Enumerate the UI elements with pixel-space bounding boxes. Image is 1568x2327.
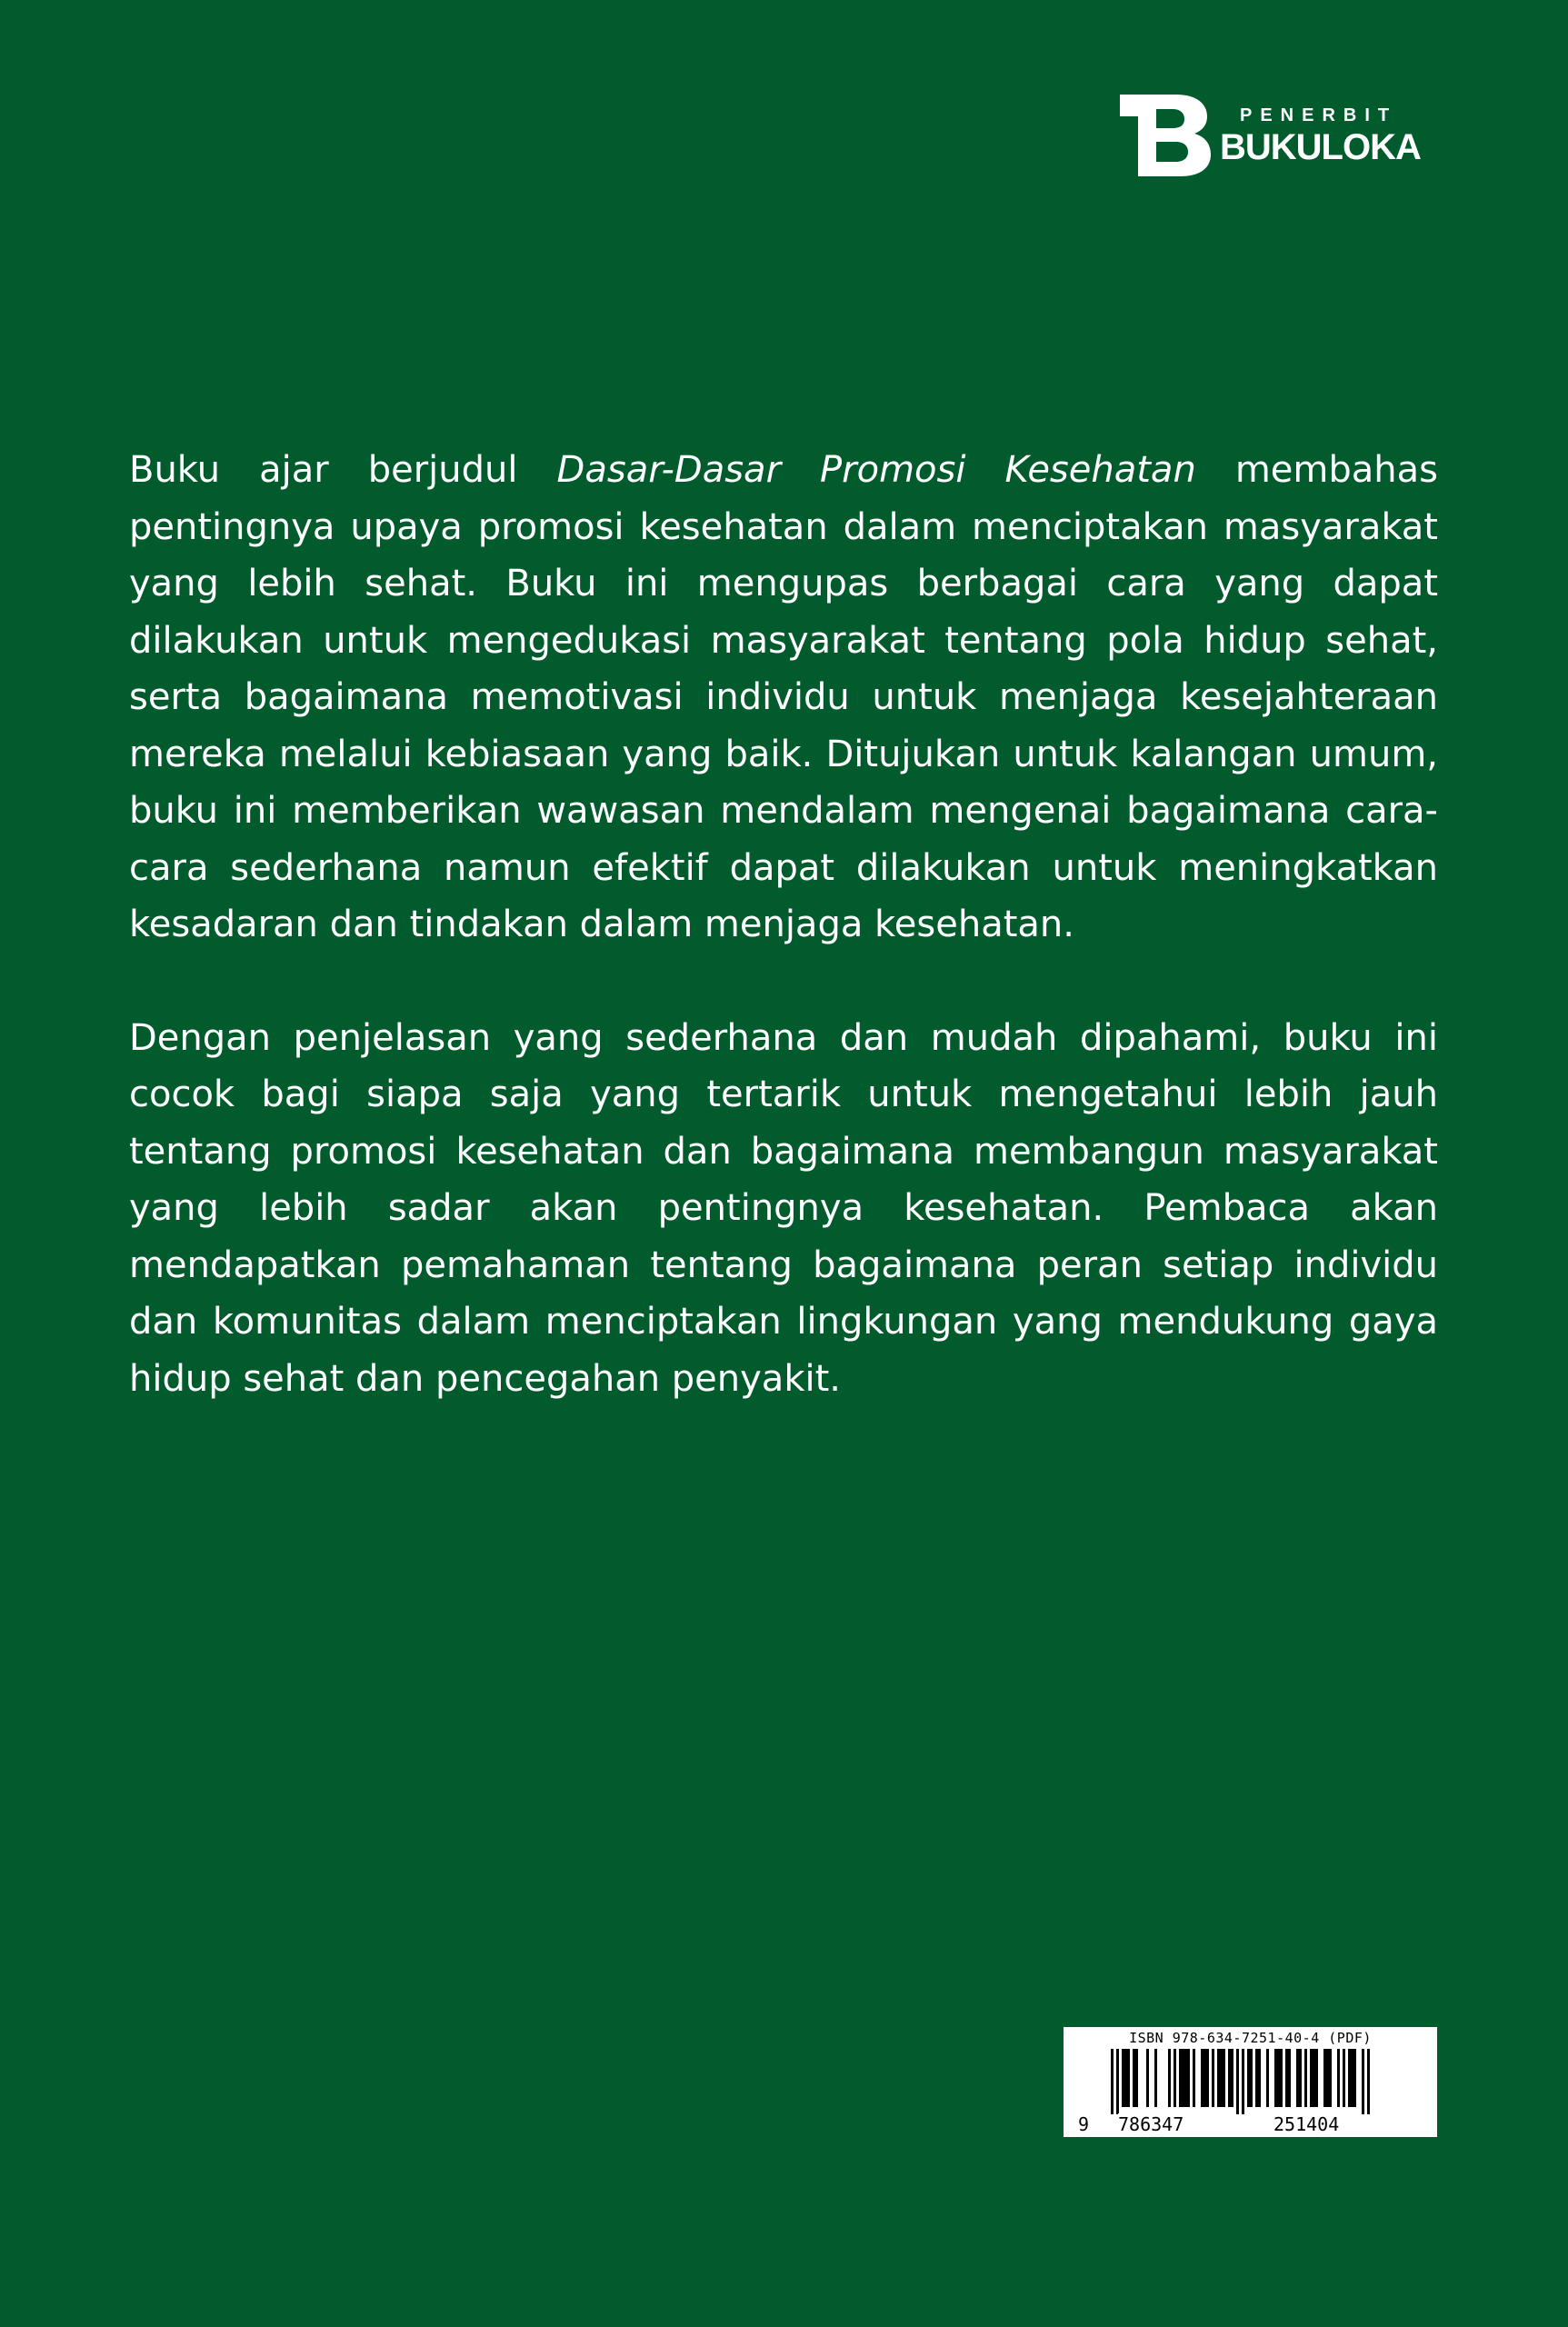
barcode-bar — [1285, 2049, 1288, 2107]
barcode-bar — [1111, 2049, 1114, 2114]
barcode-bar — [1193, 2049, 1195, 2107]
barcode-bar — [1236, 2049, 1239, 2114]
barcode-bar — [1184, 2049, 1187, 2107]
barcode-bar — [1280, 2049, 1283, 2107]
publisher-name: BUKULOKA — [1220, 127, 1421, 167]
barcode-bar — [1179, 2049, 1182, 2107]
barcode-digits-right: 251404 — [1273, 2113, 1340, 2135]
barcode-bar — [1124, 2049, 1127, 2107]
barcode-bar — [1146, 2049, 1149, 2107]
isbn-barcode — [1064, 2027, 1437, 2137]
barcode-bar — [1201, 2049, 1203, 2107]
barcode-bar — [1348, 2049, 1351, 2107]
barcode-bar — [1266, 2049, 1269, 2107]
barcode-bar — [1168, 2049, 1171, 2107]
barcode-bar — [1313, 2049, 1315, 2107]
barcode-bar — [1255, 2049, 1258, 2107]
barcode-bar — [1323, 2049, 1326, 2107]
barcode-bar — [1288, 2049, 1291, 2107]
barcode-digits-left: 786347 — [1118, 2113, 1184, 2135]
blurb-paragraph-1 — [129, 442, 1438, 954]
barcode-bars — [1064, 2049, 1437, 2114]
barcode-bar — [1329, 2049, 1332, 2107]
barcode-bar — [1296, 2049, 1299, 2107]
barcode-bar — [1310, 2049, 1313, 2107]
barcode-bar — [1353, 2049, 1356, 2107]
blurb-p1-intro: Buku ajar berjudul — [129, 449, 557, 491]
barcode-bar — [1174, 2049, 1176, 2107]
barcode-bar — [1220, 2049, 1223, 2107]
barcode-bar — [1116, 2049, 1119, 2114]
barcode-bar — [1187, 2049, 1190, 2107]
barcode-bar — [1274, 2049, 1277, 2107]
barcode-bar — [1133, 2049, 1135, 2107]
isbn-label: ISBN 978-634-7251-40-4 (PDF) — [1129, 2030, 1372, 2046]
publisher-logo — [1120, 95, 1440, 178]
barcode-bar — [1304, 2049, 1307, 2107]
barcode-bar — [1223, 2049, 1225, 2107]
barcode-bar — [1250, 2049, 1253, 2107]
barcode-bar — [1299, 2049, 1302, 2107]
barcode-bar — [1258, 2049, 1261, 2107]
barcode-bar — [1135, 2049, 1138, 2107]
barcode-bar — [1203, 2049, 1206, 2107]
barcode-bar — [1217, 2049, 1220, 2107]
barcode-bar — [1122, 2049, 1124, 2107]
barcode-bar — [1343, 2049, 1345, 2107]
barcode-bar — [1367, 2049, 1370, 2114]
barcode-bar — [1326, 2049, 1329, 2107]
barcode-bar — [1315, 2049, 1318, 2107]
barcode-bar — [1212, 2049, 1214, 2107]
barcode-bar — [1277, 2049, 1280, 2107]
barcode-bar — [1127, 2049, 1130, 2107]
barcode-bar — [1351, 2049, 1353, 2107]
blurb-p1-body: membahas pentingnya upaya promosi kesehatan dalam menciptakan masyarakat yang lebih sehat. Buku ini mengupas berbagai cara yang dapat dilakukan untuk mengedukasi masyarakat tentang pola hidup sehat, serta bagaimana memotivasi individu untuk menjaga kesejahteraan mereka melalui kebiasaan yang baik. Ditujukan untuk kalangan umum, buku ini memberikan wawasan mendalam mengenai bagaimana cara-cara sederhana namun efektif dapat dilakukan untuk meningkatkan kesadaran dan tindakan dalam menjaga kesehatan. — [129, 449, 1438, 945]
barcode-bar — [1228, 2049, 1231, 2107]
barcode-bar — [1154, 2049, 1157, 2107]
barcode-bar — [1206, 2049, 1209, 2107]
barcode-bar — [1242, 2049, 1244, 2114]
barcode-digit-lead: 9 — [1078, 2113, 1090, 2135]
blurb-paragraph-2: Dengan penjelasan yang sederhana dan mudah dipahami, buku ini cocok bagi siapa saja yang tertarik untuk mengetahui lebih jauh tentang promosi kesehatan dan bagaimana membangun masyarakat yang lebih sadar akan pentingnya kesehatan. Pembaca akan mendapatkan pemahaman tentang bagaimana peran setiap individu dan komunitas dalam menciptakan lingkungan yang mendukung gaya hidup sehat dan pencegahan penyakit. — [129, 1016, 1438, 1400]
barcode-bar — [1362, 2049, 1364, 2114]
barcode-bar — [1231, 2049, 1233, 2107]
bukuloka-b-logo-icon — [1120, 95, 1211, 176]
publisher-label: PENERBIT — [1240, 105, 1398, 125]
book-title: Dasar-Dasar Promosi Kesehatan — [556, 449, 1196, 491]
barcode-bar — [1337, 2049, 1340, 2107]
barcode-bar — [1182, 2049, 1184, 2107]
blurb-text — [129, 442, 1438, 1407]
barcode-bar — [1247, 2049, 1250, 2107]
